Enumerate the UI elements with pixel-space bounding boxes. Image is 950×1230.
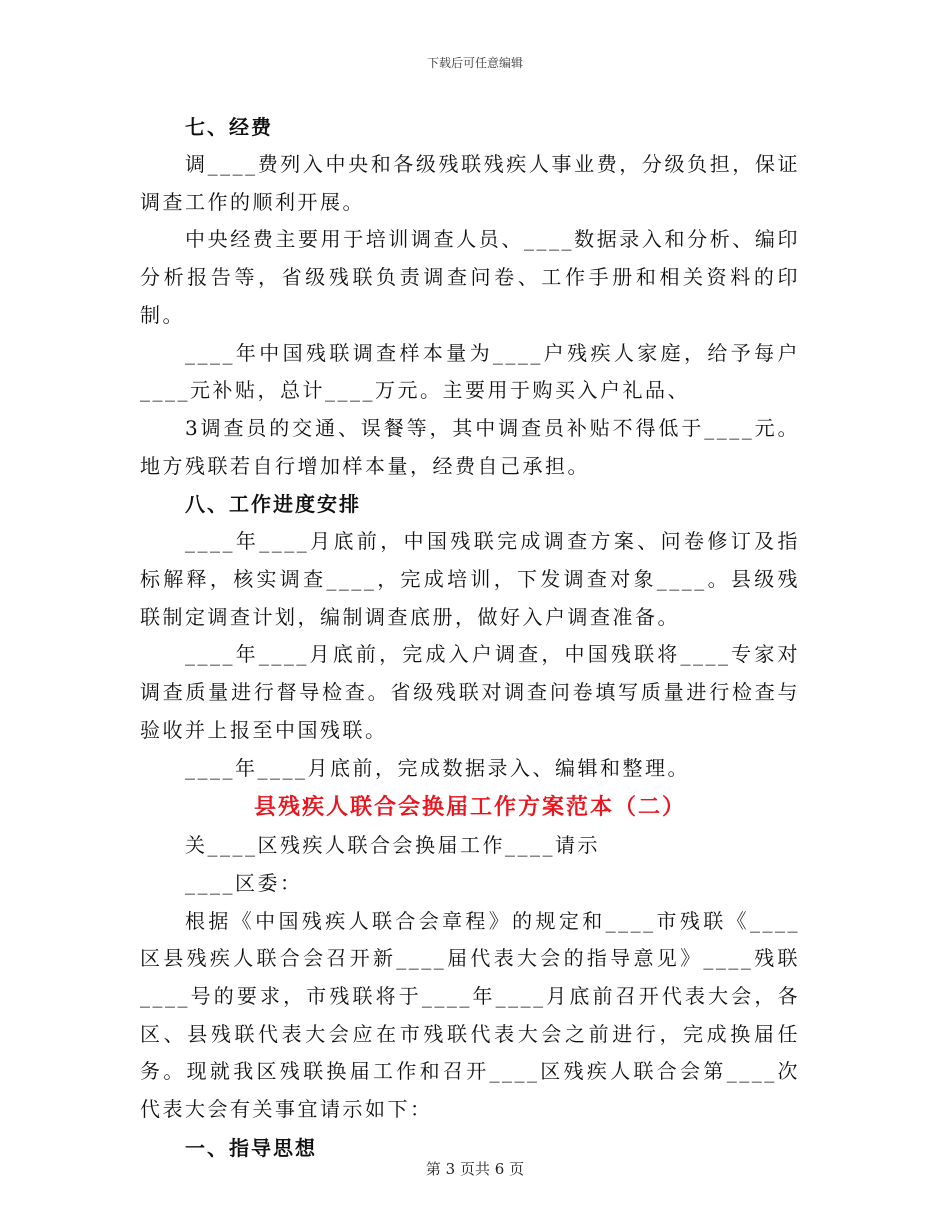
paragraph: 关____区残疾人联合会换届工作____请示 xyxy=(185,833,600,858)
document-body xyxy=(140,108,800,1167)
paragraph: ____区委： xyxy=(185,870,303,895)
paragraph: ____年____月底前，中国残联完成调查方案、问卷修订及指标解释，核实调查____，完成培训，下发调查对象____。县级残联制定调查计划，编制调查底册，做好入户调查准备。 xyxy=(140,529,800,629)
paragraph: 调____费列入中央和各级残联残疾人事业费，分级负担，保证调查工作的顺利开展。 xyxy=(140,152,800,214)
paragraph: ____年中国残联调查样本量为____户残疾人家庭，给予每户____元补贴，总计____万元。主要用于购买入户礼品、 xyxy=(140,340,800,403)
section-heading-schedule: 八、工作进度安排 xyxy=(185,492,361,517)
paragraph: 3调查员的交通、误餐等，其中调查员补贴不得低于____元。地方残联若自行增加样本量，经费自己承担。 xyxy=(140,415,800,478)
document-title: 县残疾人联合会换届工作方案范本（二） xyxy=(253,794,686,821)
section-heading-guiding-ideology: 一、指导思想 xyxy=(185,1135,317,1160)
paragraph: 中央经费主要用于培训调查人员、____数据录入和分析、编印分析报告等，省级残联负责调查问卷、工作手册和相关资料的印制。 xyxy=(140,227,800,327)
section-heading-funding: 七、经费 xyxy=(185,115,273,139)
paragraph: ____年____月底前，完成入户调查，中国残联将____专家对调查质量进行督导检查。省级残联对调查问卷填写质量进行检查与验收并上报至中国残联。 xyxy=(140,642,800,742)
page-header: 下载后可任意编辑 xyxy=(426,56,523,70)
page-footer: 第 3 页共 6 页 xyxy=(425,1160,525,1178)
paragraph: ____年____月底前，完成数据录入、编辑和整理。 xyxy=(185,755,690,780)
paragraph: 根据《中国残疾人联合会章程》的规定和____市残联《____区县残疾人联合会召开新____届代表大会的指导意见》____残联____号的要求，市残联将于____年____月底前召开代表大会，各区、县残联代表大会应在市残联代表大会之前进行，完成换届任务。现就我区残联换届工作和召开____区残疾人联合会第____次代表大会有关事宜请示如下： xyxy=(140,908,800,1122)
